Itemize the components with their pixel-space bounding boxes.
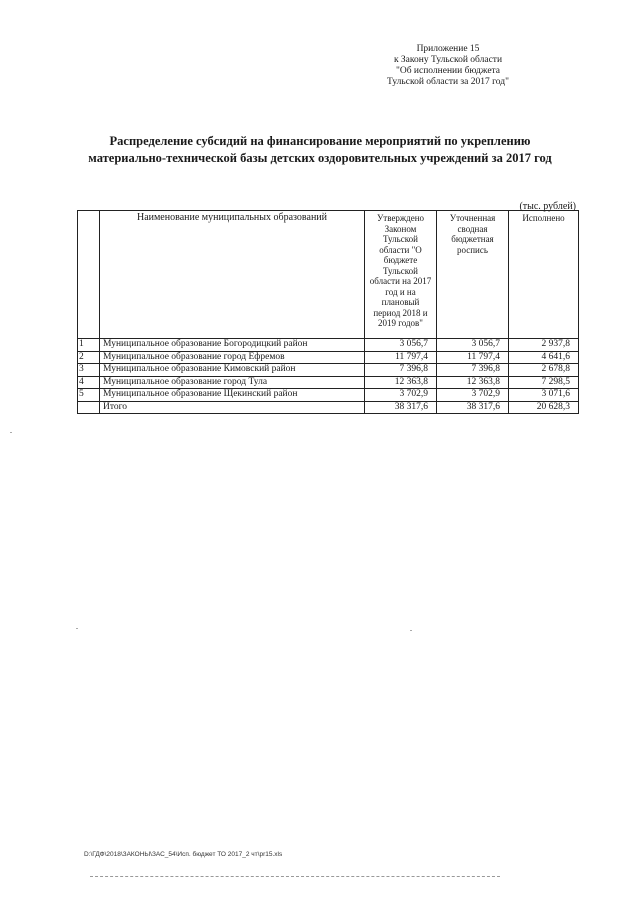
header-index [78,211,100,339]
total-row [78,401,579,414]
title-line-2: материально-технической базы детских оздоровительных учреждений за 2017 год [88,151,552,165]
row-number: 2 [78,351,100,364]
row-approved: 3 702,9 [365,389,437,402]
row-revised: 11 797,4 [437,351,509,364]
row-executed: 2 678,8 [509,364,579,377]
appendix-note [348,44,548,88]
row-approved: 11 797,4 [365,351,437,364]
appendix-line: Тульской области за 2017 год" [387,77,509,87]
row-number: 5 [78,389,100,402]
row-name: Муниципальное образование Кимовский район [100,364,365,377]
total-index [78,401,100,414]
row-number: 1 [78,339,100,352]
row-name: Муниципальное образование Щекинский район [100,389,365,402]
total-label: Итого [100,401,365,414]
row-name: Муниципальное образование город Ефремов [100,351,365,364]
row-revised: 7 396,8 [437,364,509,377]
scan-artifact-dot [76,628,78,629]
scan-artifact-dot [410,630,412,631]
header-executed: Исполнено [509,211,579,339]
row-approved: 3 056,7 [365,339,437,352]
row-name: Муниципальное образование Богородицкий район [100,339,365,352]
header-revised: Уточненная сводная бюджетная роспись [437,211,509,339]
file-path-footer: D:\ГДФ\2018\ЗАКОНЫ\ЗАС_54\Исп. бюджет ТО 2017_2 чт\pr15.xls [84,851,283,858]
table-row [78,339,579,352]
table-row [78,389,579,402]
document-title [60,133,580,167]
row-executed: 3 071,6 [509,389,579,402]
row-executed: 2 937,8 [509,339,579,352]
row-approved: 7 396,8 [365,364,437,377]
row-revised: 3 056,7 [437,339,509,352]
scan-artifact-line [90,876,500,877]
table-row [78,364,579,377]
table-header-row [78,211,579,339]
row-revised: 3 702,9 [437,389,509,402]
appendix-line: "Об исполнении бюджета [395,66,501,76]
title-line-1: Распределение субсидий на финансирование мероприятий по укреплению [109,134,531,148]
row-approved: 12 363,8 [365,376,437,389]
total-revised: 38 317,6 [437,401,509,414]
units-label: (тыс. рублей) [519,201,576,212]
row-executed: 4 641,6 [509,351,579,364]
row-number: 4 [78,376,100,389]
header-name: Наименование муниципальных образований [100,211,365,339]
row-name: Муниципальное образование город Тула [100,376,365,389]
appendix-line: к Закону Тульской области [393,55,503,65]
total-approved: 38 317,6 [365,401,437,414]
scan-artifact-dot [10,432,12,433]
table-row [78,376,579,389]
subsidy-table [77,210,579,414]
header-approved: Утверждено Законом Тульской области "О бюджете Тульской области на 2017 год и на плановый период 2018 и 2019 годов" [365,211,437,339]
row-executed: 7 298,5 [509,376,579,389]
total-executed: 20 628,3 [509,401,579,414]
row-number: 3 [78,364,100,377]
appendix-line: Приложение 15 [416,44,480,54]
table-row [78,351,579,364]
row-revised: 12 363,8 [437,376,509,389]
